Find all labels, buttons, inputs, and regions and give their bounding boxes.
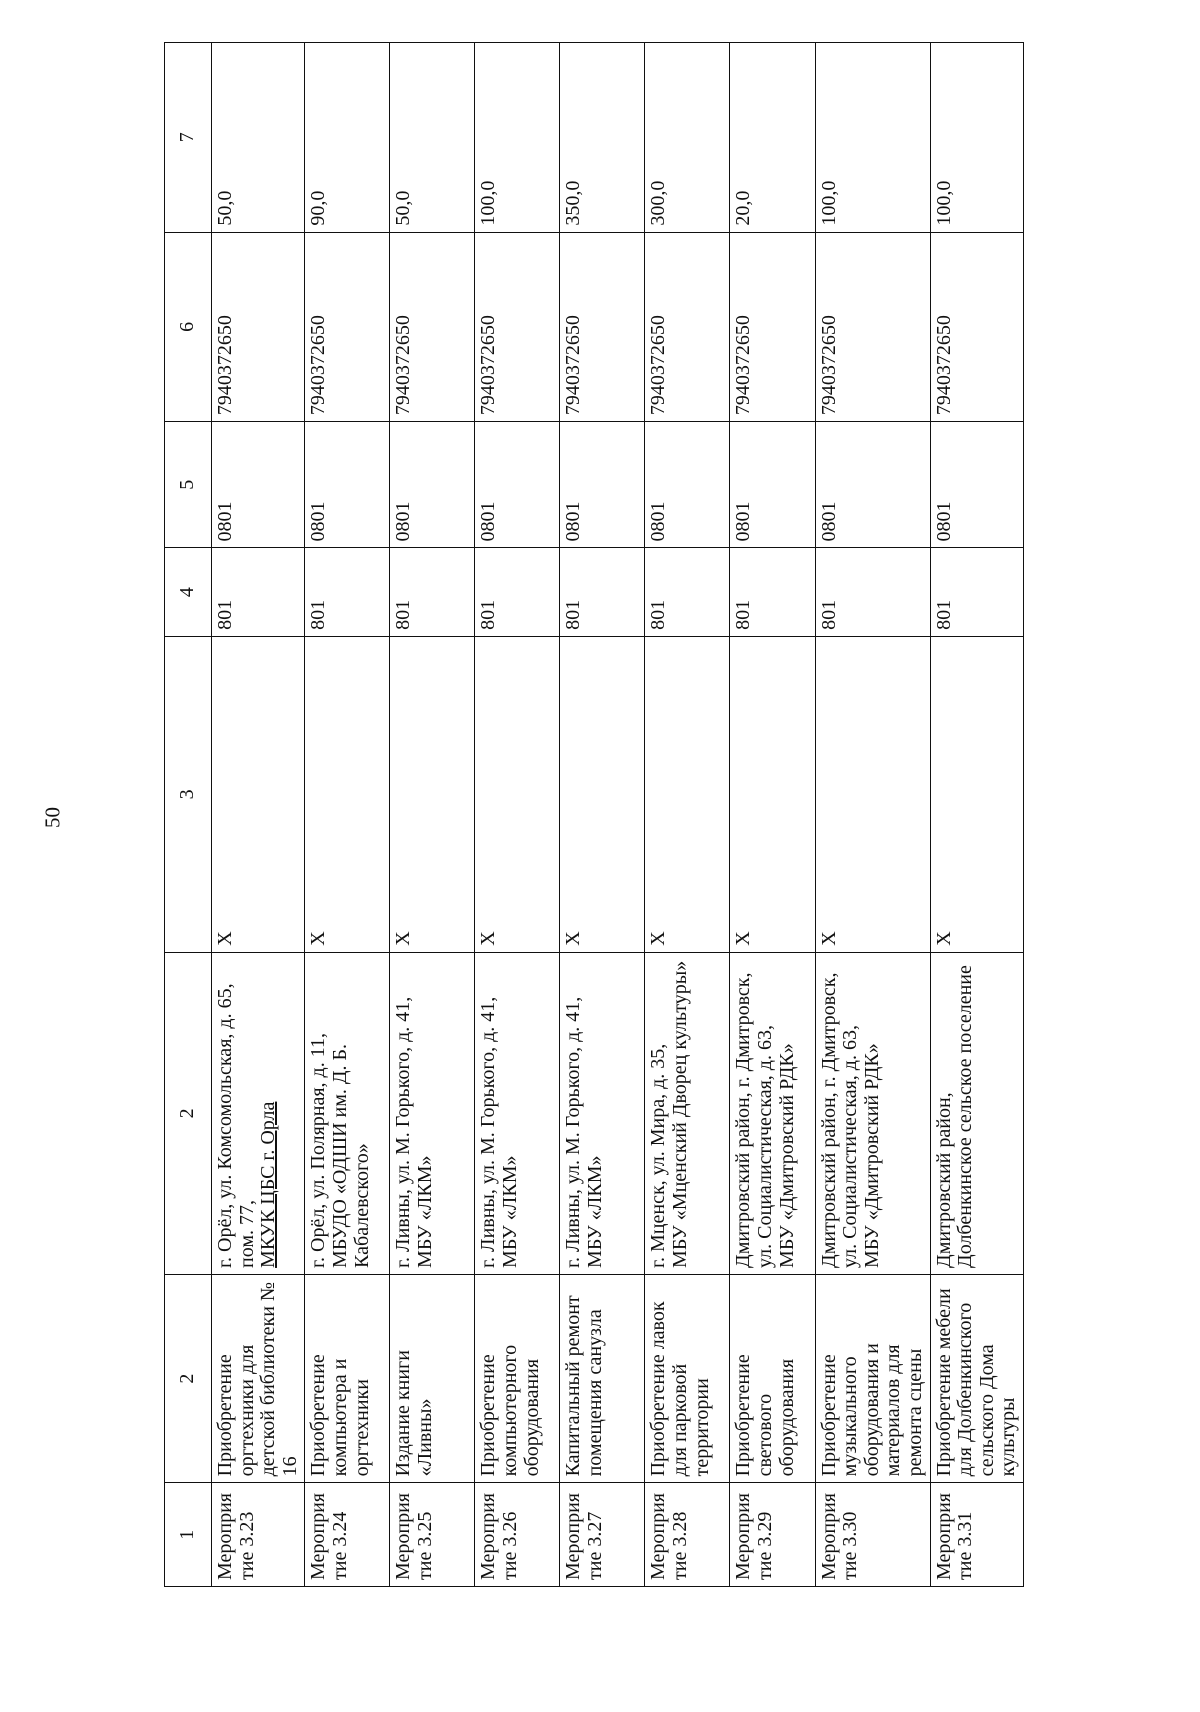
address-text: г. Ливны, ул. М. Горького, д. 41, [392, 996, 415, 1268]
column-header: 2 [165, 1274, 212, 1482]
mark-cell: Х [930, 636, 1024, 952]
event-name-cell: Приобретение компьютерного оборудования [475, 1274, 560, 1482]
amount-cell: 100,0 [930, 43, 1024, 233]
section-cell: 0801 [305, 422, 390, 548]
table-container [164, 42, 1024, 1587]
event-name-cell: Приобретение оргтехники для детской библиотеки № 16 [212, 1274, 305, 1482]
event-name-cell: Приобретение музыкального оборудования и материалов для ремонта сцены [815, 1274, 930, 1482]
event-id-cell: Мероприятие 3.30 [815, 1483, 930, 1587]
section-cell: 0801 [560, 422, 645, 548]
header-row [165, 43, 212, 1587]
budget-table [164, 42, 1024, 1587]
table-row [560, 43, 645, 1587]
address-cell [475, 952, 560, 1274]
code-cell: 801 [560, 548, 645, 636]
event-id-cell: Мероприятие 3.23 [212, 1483, 305, 1587]
event-id-cell: Мероприятие 3.28 [645, 1483, 730, 1587]
address-text: Дмитровский район, г. Дмитровск, ул. Социалистическая, д. 63, [817, 972, 862, 1268]
event-name-cell: Приобретение лавок для парковой территории [645, 1274, 730, 1482]
section-cell: 0801 [930, 422, 1024, 548]
mark-cell: Х [390, 636, 475, 952]
event-id-cell: Мероприятие 3.24 [305, 1483, 390, 1587]
target-article-cell: 7940372650 [815, 232, 930, 422]
institution-text: МБУ «Мценский Дворец культуры» [669, 960, 692, 1268]
column-header: 7 [165, 43, 212, 233]
address-cell [930, 952, 1024, 1274]
amount-cell: 50,0 [390, 43, 475, 233]
column-header: 1 [165, 1483, 212, 1587]
mark-cell: Х [645, 636, 730, 952]
address-cell [390, 952, 475, 1274]
column-header: 3 [165, 636, 212, 952]
code-cell: 801 [645, 548, 730, 636]
section-cell: 0801 [645, 422, 730, 548]
target-article-cell: 7940372650 [305, 232, 390, 422]
code-cell: 801 [475, 548, 560, 636]
code-cell: 801 [930, 548, 1024, 636]
address-cell [212, 952, 305, 1274]
institution-text: МКУК ЦБС г. Орла [257, 1101, 280, 1268]
amount-cell: 350,0 [560, 43, 645, 233]
institution-text: МБУ «ЛКМ» [499, 1155, 522, 1268]
table-row [645, 43, 730, 1587]
event-name-cell: Приобретение мебели для Долбенкинского сельского Дома культуры [930, 1274, 1024, 1482]
address-cell [815, 952, 930, 1274]
column-header: 2 [165, 952, 212, 1274]
address-cell [560, 952, 645, 1274]
code-cell: 801 [730, 548, 815, 636]
address-text: Дмитровский район, Долбенкинское сельское поселение [932, 965, 977, 1268]
page-number: 50 [40, 807, 65, 828]
amount-cell: 20,0 [730, 43, 815, 233]
column-header: 4 [165, 548, 212, 636]
table-row [930, 43, 1024, 1587]
code-cell: 801 [305, 548, 390, 636]
target-article-cell: 7940372650 [475, 232, 560, 422]
target-article-cell: 7940372650 [930, 232, 1024, 422]
column-header: 6 [165, 232, 212, 422]
target-article-cell: 7940372650 [730, 232, 815, 422]
section-cell: 0801 [390, 422, 475, 548]
address-text: г. Ливны, ул. М. Горького, д. 41, [477, 996, 500, 1268]
target-article-cell: 7940372650 [390, 232, 475, 422]
address-text: г. Орёл, ул. Комсомольская, д. 65, пом. 77, [214, 983, 258, 1268]
event-name-cell: Приобретение компьютера и оргтехники [305, 1274, 390, 1482]
mark-cell: Х [212, 636, 305, 952]
code-cell: 801 [390, 548, 475, 636]
institution-text: МБУ «ЛКМ» [584, 1155, 607, 1268]
address-text: г. Ливны, ул. М. Горького, д. 41, [562, 996, 585, 1268]
table-row [212, 43, 305, 1587]
event-name-cell: Издание книги «Ливны» [390, 1274, 475, 1482]
section-cell: 0801 [815, 422, 930, 548]
event-id-cell: Мероприятие 3.25 [390, 1483, 475, 1587]
institution-text: МБУ «ЛКМ» [414, 1155, 437, 1268]
amount-cell: 100,0 [475, 43, 560, 233]
event-id-cell: Мероприятие 3.26 [475, 1483, 560, 1587]
event-name-cell: Приобретение светового оборудования [730, 1274, 815, 1482]
event-name-cell: Капитальный ремонт помещения санузла [560, 1274, 645, 1482]
table-row [815, 43, 930, 1587]
address-cell [305, 952, 390, 1274]
table-row [305, 43, 390, 1587]
institution-text: МБУ «Дмитровский РДК» [775, 1043, 798, 1268]
address-text: г. Орёл, ул. Полярная, д. 11, [307, 1033, 330, 1268]
address-text: г. Мценск, ул. Мира, д. 35, [647, 1043, 670, 1268]
code-cell: 801 [212, 548, 305, 636]
amount-cell: 300,0 [645, 43, 730, 233]
table-row [475, 43, 560, 1587]
section-cell: 0801 [475, 422, 560, 548]
institution-text: МБУ «Дмитровский РДК» [860, 1043, 883, 1268]
code-cell: 801 [815, 548, 930, 636]
event-id-cell: Мероприятие 3.27 [560, 1483, 645, 1587]
mark-cell: Х [560, 636, 645, 952]
event-id-cell: Мероприятие 3.31 [930, 1483, 1024, 1587]
section-cell: 0801 [730, 422, 815, 548]
address-cell [645, 952, 730, 1274]
address-cell [730, 952, 815, 1274]
table-row [390, 43, 475, 1587]
amount-cell: 50,0 [212, 43, 305, 233]
mark-cell: Х [730, 636, 815, 952]
column-header: 5 [165, 422, 212, 548]
address-text: Дмитровский район, г. Дмитровск, ул. Социалистическая, д. 63, [732, 972, 777, 1268]
mark-cell: Х [815, 636, 930, 952]
amount-cell: 90,0 [305, 43, 390, 233]
target-article-cell: 7940372650 [212, 232, 305, 422]
target-article-cell: 7940372650 [560, 232, 645, 422]
section-cell: 0801 [212, 422, 305, 548]
table-row [730, 43, 815, 1587]
target-article-cell: 7940372650 [645, 232, 730, 422]
amount-cell: 100,0 [815, 43, 930, 233]
institution-text: МБУДО «ОДШИ им. Д. Б. Кабалевского» [329, 1043, 373, 1268]
event-id-cell: Мероприятие 3.29 [730, 1483, 815, 1587]
mark-cell: Х [305, 636, 390, 952]
mark-cell: Х [475, 636, 560, 952]
